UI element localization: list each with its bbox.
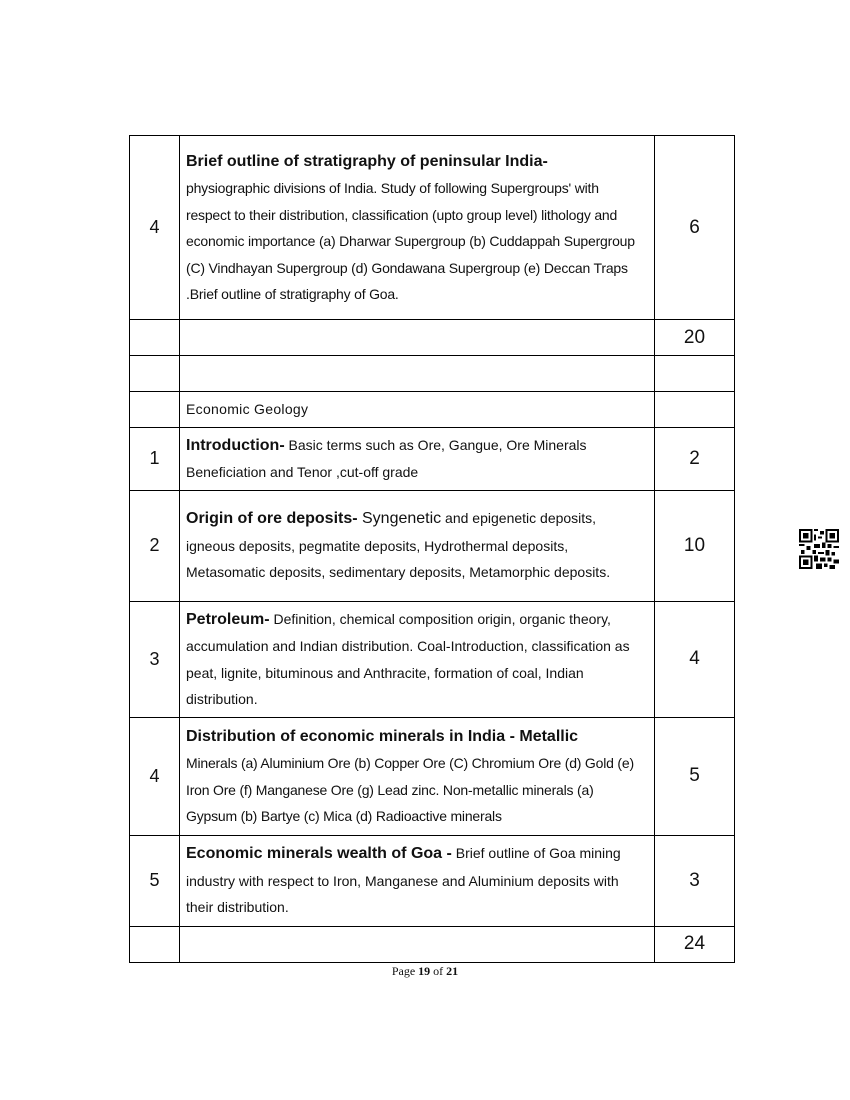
of-label: of: [433, 964, 444, 978]
empty-cell: [130, 926, 180, 962]
section-row: [130, 392, 735, 428]
total-row: [130, 320, 735, 356]
table-row: [130, 835, 735, 926]
total-marks: 20: [655, 320, 735, 356]
table-row: [130, 490, 735, 601]
page-number: 19: [418, 964, 431, 978]
empty-cell: [180, 320, 655, 356]
unit-heading: Distribution of economic minerals in India - Metallic: [186, 727, 579, 745]
unit-number: 4: [130, 717, 180, 835]
unit-number: 4: [130, 136, 180, 320]
unit-heading: Economic minerals wealth of Goa -: [186, 845, 452, 863]
page-label: Page: [391, 964, 416, 978]
unit-content: [180, 601, 655, 717]
total-marks: 24: [655, 926, 735, 962]
unit-content: [180, 490, 655, 601]
empty-cell: [180, 356, 655, 392]
unit-marks: 6: [655, 136, 735, 320]
table-row: [130, 601, 735, 717]
page-footer: [0, 964, 850, 979]
unit-body: Definition, chemical composition origin, organic theory, accumulation and Indian distribution. Coal-Introduction, classification as peat, lignite, bituminous and Anthracite, formation of coal, Indian distribution.: [186, 610, 630, 707]
unit-body: Basic terms such as Ore, Gangue, Ore Minerals Beneficiation and Tenor ,cut-off grade: [186, 436, 587, 480]
total-row: [130, 926, 735, 962]
unit-number: 3: [130, 601, 180, 717]
unit-content: [180, 717, 655, 835]
unit-heading: Introduction-: [186, 436, 285, 454]
empty-cell: [180, 926, 655, 962]
unit-number: 2: [130, 490, 180, 601]
qr-code-icon: [799, 529, 839, 569]
unit-content: [180, 835, 655, 926]
syllabus-table: [129, 135, 735, 963]
unit-content: [180, 427, 655, 490]
unit-heading: Origin of ore deposits-: [186, 510, 358, 528]
empty-cell: [655, 392, 735, 428]
unit-body: and epigenetic deposits, igneous deposits, pegmatite deposits, Hydrothermal deposits, Metasomatic deposits, sedimentary deposits, Metamorphic deposits.: [186, 510, 611, 581]
unit-heading: Petroleum-: [186, 610, 270, 628]
blank-row: [130, 356, 735, 392]
unit-marks: 3: [655, 835, 735, 926]
unit-content: [180, 136, 655, 320]
unit-number: 5: [130, 835, 180, 926]
unit-number: 1: [130, 427, 180, 490]
unit-body: physiographic divisions of India. Study of following Supergroups' with respect to their distribution, classification (upto group level) lithology and economic importance (a) Dharwar Supergroup (b) Cuddappah Supergroup (C) Vindhayan Supergroup (d) Gondawana Supergroup (e) Deccan Traps .Brief outline of stratigraphy of Goa.: [186, 180, 635, 302]
table-row: [130, 717, 735, 835]
empty-cell: [130, 392, 180, 428]
unit-heading: Brief outline of stratigraphy of peninsular India-: [186, 152, 548, 170]
unit-marks: 5: [655, 717, 735, 835]
empty-cell: [130, 320, 180, 356]
empty-cell: [655, 356, 735, 392]
section-title: Economic Geology: [180, 392, 655, 428]
unit-marks: 10: [655, 490, 735, 601]
unit-body: Brief outline of Goa mining industry with respect to Iron, Manganese and Aluminium deposits with their distribution.: [186, 845, 621, 916]
table-row: [130, 136, 735, 320]
empty-cell: [130, 356, 180, 392]
page-total: 21: [446, 964, 459, 978]
unit-body: Minerals (a) Aluminium Ore (b) Copper Ore (C) Chromium Ore (d) Gold (e) Iron Ore (f) Manganese Ore (g) Lead zinc. Non-metallic minerals (a) Gypsum (b) Bartye (c) Mica (d) Radioactive minerals: [186, 755, 634, 824]
unit-marks: 2: [655, 427, 735, 490]
unit-heading-normal: Syngenetic: [357, 510, 442, 528]
table-row: [130, 427, 735, 490]
unit-marks: 4: [655, 601, 735, 717]
